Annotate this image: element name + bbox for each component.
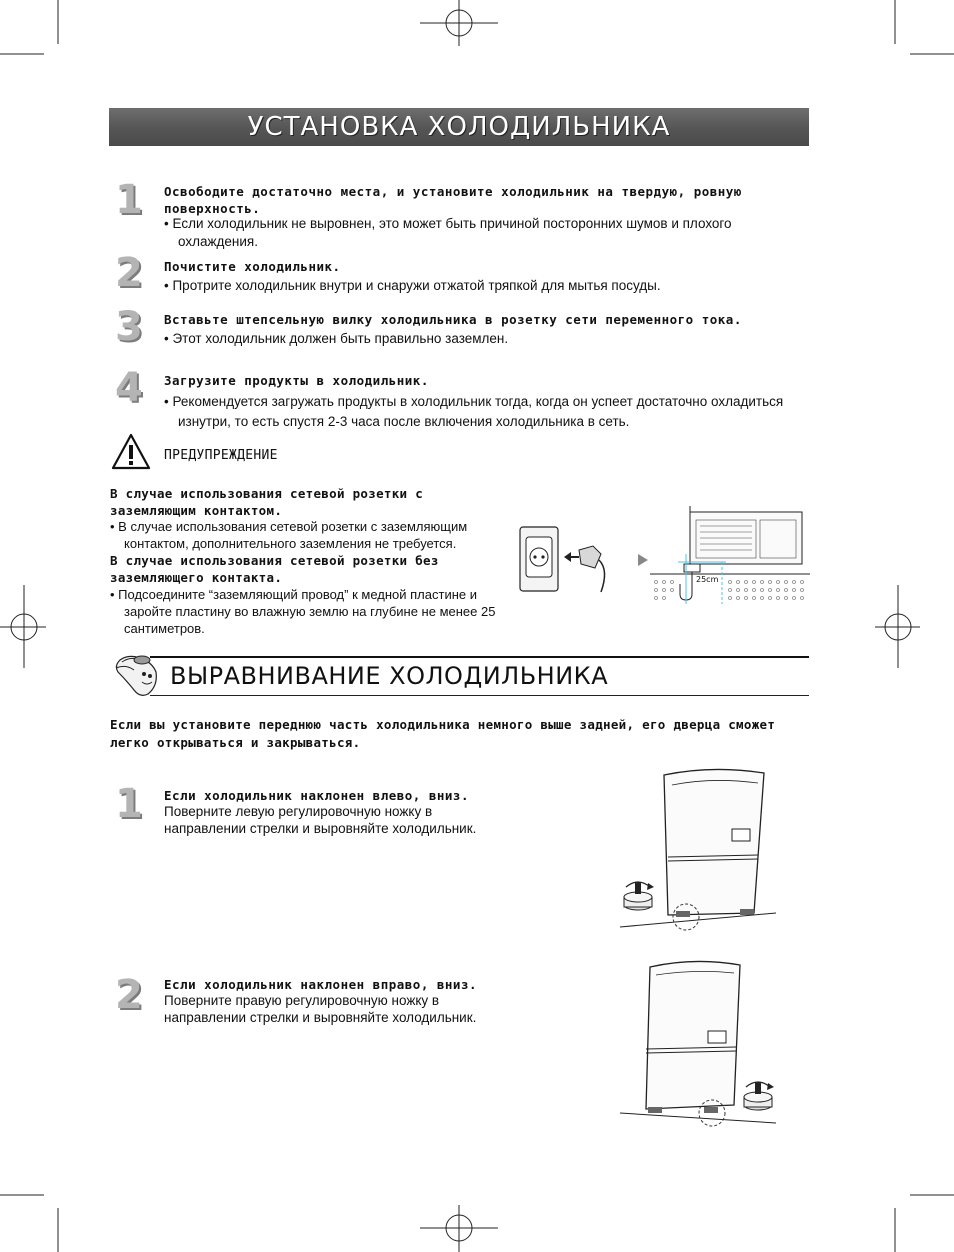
step-text: Поверните правую регулировочную ножку в направлении стрелки и выровняйте холодильник. [164,993,477,1025]
mascot-hand-icon [112,650,162,700]
grounding-illustration [650,504,810,604]
warning-grounded-heading: В случае использования сетевой розетки с заземляющим контактом. [110,486,424,518]
step-heading: Вставьте штепсельную вилку холодильника в розетку сети переменного тока. [164,312,742,327]
depth-label: 25cm [696,575,719,584]
step-heading: Освободите достаточно места, и установите холодильник на твердую, ровную поверхность. [164,184,742,216]
step-number: 1 [115,177,143,223]
step-note: • Рекомендуется загружать продукты в холодильник тогда, когда он успеет достаточно охладиться изнутри, то есть спустя 2-3 часа после включения холодильника в сеть. [164,394,784,429]
fridge-right-leveling-illustration [612,957,782,1132]
section-title: УСТАНОВКА ХОЛОДИЛЬНИКА [247,112,671,142]
step-note: • Протрите холодильник внутри и снаружи отжатой тряпкой для мытья посуды. [164,278,661,293]
warning-grounded-text: • В случае использования сетевой розетки с заземляющим контактом, дополнительного заземления не требуется. [110,519,468,551]
step-heading: Почистите холодильник. [164,259,341,274]
step-text: Поверните левую регулировочную ножку в направлении стрелки и выровняйте холодильник. [164,804,477,836]
step-number: 2 [115,972,143,1018]
fridge-left-leveling-illustration [612,765,782,935]
step-heading: Если холодильник наклонен вправо, вниз. [164,977,477,992]
step-number: 1 [115,781,143,827]
section-title-bar [109,108,809,146]
socket-plug-illustration [515,524,635,596]
warning-title: ПРЕДУПРЕЖДЕНИЕ [164,448,278,463]
step-heading: Загрузите продукты в холодильник. [164,373,429,388]
step-number: 2 [115,250,143,296]
arrow-right-icon [637,553,649,567]
section-intro: Если вы установите переднюю часть холодильника немного выше задней, его дверца сможет легко открываться и закрываться. [110,717,776,750]
warning-icon [111,433,151,471]
step-heading: Если холодильник наклонен влево, вниз. [164,788,469,803]
step-note: • Этот холодильник должен быть правильно заземлен. [164,331,509,346]
section-divider [150,695,809,696]
warning-ungrounded-heading: В случае использования сетевой розетки без заземляющего контакта. [110,553,439,585]
section-title: ВЫРАВНИВАНИЕ ХОЛОДИЛЬНИКА [170,662,609,690]
step-number: 3 [115,304,143,350]
step-number: 4 [115,365,143,411]
warning-ungrounded-text: • Подсоедините “заземляющий провод” к медной пластине и заройте пластину во влажную землю на глубине не менее 25 сантиметров. [110,587,496,636]
step-note: • Если холодильник не выровнен, это может быть причиной посторонних шумов и плохого охлаждения. [164,216,732,249]
section-divider [150,656,809,658]
